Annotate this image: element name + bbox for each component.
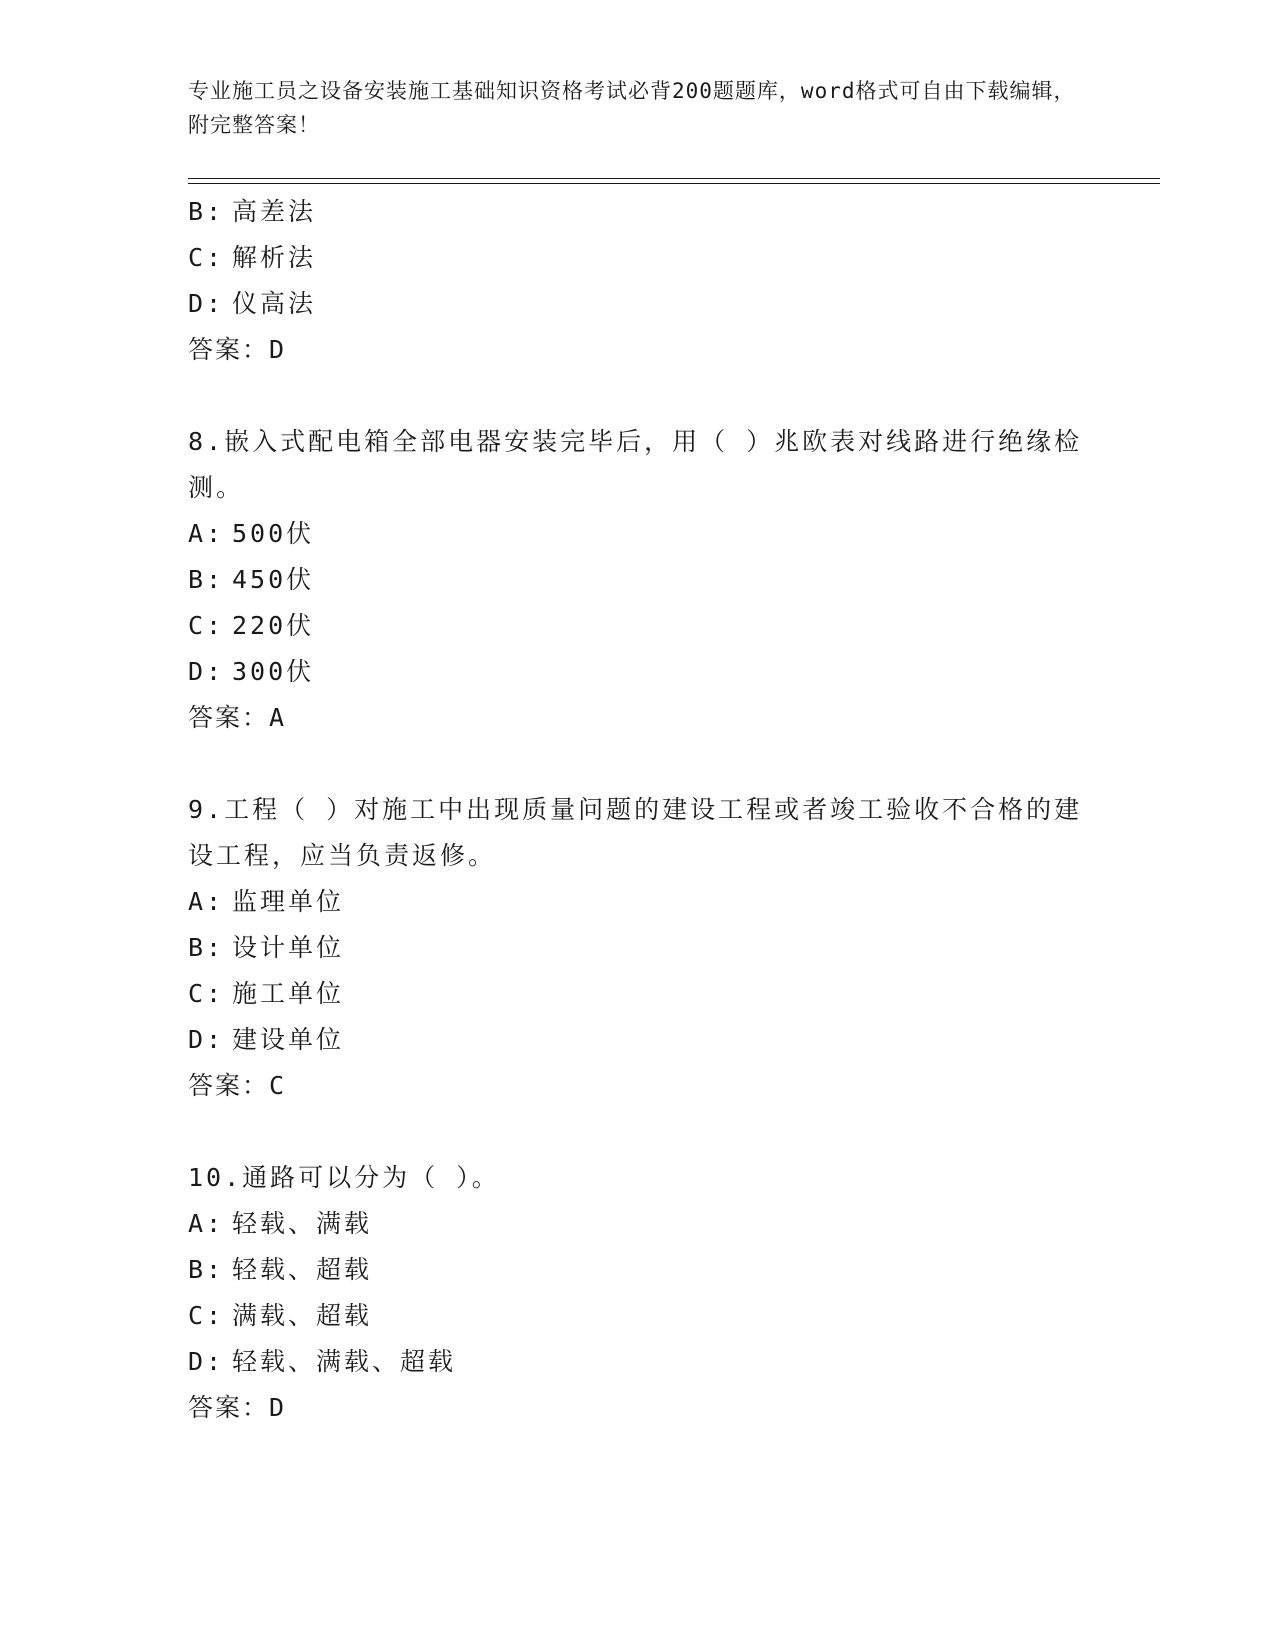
answer-line: 答案：A: [188, 703, 287, 732]
header-rule-top: [188, 178, 1160, 179]
answer-line: 答案：D: [188, 1393, 287, 1422]
spacer: [188, 373, 1088, 419]
option-a: A: 轻载、满载: [188, 1209, 373, 1238]
spacer: [188, 741, 1088, 787]
option-a: A: 监理单位: [188, 887, 345, 916]
answer-line: 答案：C: [188, 1071, 287, 1100]
spacer: [188, 1109, 1088, 1155]
option-c: C: 解析法: [188, 243, 317, 272]
option-c: C: 施工单位: [188, 979, 345, 1008]
option-d: D: 仪高法: [188, 289, 317, 318]
document-header: 专业施工员之设备安装施工基础知识资格考试必背200题题库，word格式可自由下载编辑，附完整答案！: [188, 79, 1076, 137]
option-c: C: 满载、超载: [188, 1301, 373, 1330]
prev-question-block: [188, 189, 1088, 373]
question-10: [188, 1155, 1088, 1431]
option-a: A: 500伏: [188, 519, 315, 548]
option-b: B: 轻载、超载: [188, 1255, 373, 1284]
option-b: B: 高差法: [188, 197, 317, 226]
option-c: C: 220伏: [188, 611, 315, 640]
question-title: 9.工程（ ）对施工中出现质量问题的建设工程或者竣工验收不合格的建设工程，应当负责返修。: [188, 795, 1083, 870]
question-title: 8.嵌入式配电箱全部电器安装完毕后，用（ ）兆欧表对线路进行绝缘检测。: [188, 427, 1083, 502]
question-9: [188, 787, 1088, 1109]
answer-line: 答案：D: [188, 335, 287, 364]
question-title: 10.通路可以分为（ ）。: [188, 1163, 500, 1192]
question-list: [188, 189, 1088, 1431]
option-d: D: 轻载、满载、超载: [188, 1347, 457, 1376]
header-rule-bottom: [188, 183, 1160, 184]
option-b: B: 设计单位: [188, 933, 345, 962]
option-d: D: 建设单位: [188, 1025, 345, 1054]
question-8: [188, 419, 1088, 741]
option-b: B: 450伏: [188, 565, 315, 594]
option-d: D: 300伏: [188, 657, 315, 686]
